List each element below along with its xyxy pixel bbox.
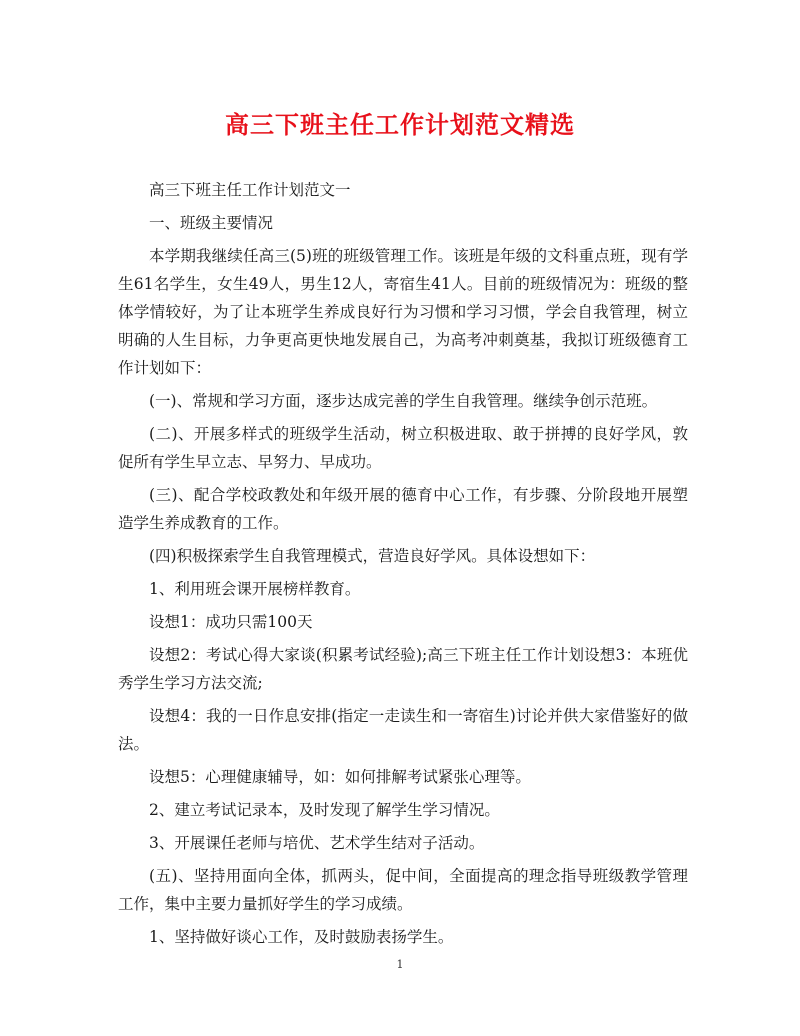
page-number: 1 [396,958,404,971]
list-item: 1、利用班会课开展榜样教育。 [149,580,361,598]
paragraph: (四)积极探索学生自我管理模式，营造良好学风。具体设想如下： [149,547,596,565]
subsection-heading: 一、班级主要情况 [149,214,274,232]
list-item: 3、开展课任老师与培优、艺术学生结对子活动。 [149,834,485,852]
list-item: 设想5：心理健康辅导，如：如何排解考试紧张心理等。 [149,768,531,786]
paragraph: (一)、常规和学习方面，逐步达成完善的学生自我管理。继续争创示范班。 [149,392,658,410]
list-item: 设想2：考试心得大家谈(积累考试经验);高三下班主任工作计划设想3：本班优秀学生学习方法交流; [118,646,688,692]
paragraph: (二)、开展多样式的班级学生活动，树立积极进取、敢于拼搏的良好学风，敦促所有学生早立志、早努力、早成功。 [118,425,688,471]
list-item: 1、坚持做好谈心工作，及时鼓励表扬学生。 [149,928,454,946]
list-item: 设想4：我的一日作息安排(指定一走读生和一寄宿生)讨论并供大家借鉴好的做法。 [118,707,688,753]
list-item: 设想1：成功只需100天 [149,613,313,631]
document-title: 高三下班主任工作计划范文精选 [225,111,575,139]
document-body [118,176,688,956]
section-heading: 高三下班主任工作计划范文一 [149,181,351,199]
paragraph: (三)、配合学校政教处和年级开展的德育中心工作，有步骤、分阶段地开展塑造学生养成教育的工作。 [118,486,688,532]
list-item: 2、建立考试记录本，及时发现了解学生学习情况。 [149,801,500,819]
paragraph: (五)、坚持用面向全体，抓两头，促中间，全面提高的理念指导班级教学管理工作，集中主要力量抓好学生的学习成绩。 [118,867,688,913]
paragraph: 本学期我继续任高三(5)班的班级管理工作。该班是年级的文科重点班，现有学生61名学生，女生49人，男生12人，寄宿生41人。目前的班级情况为：班级的整体学情较好，为了让本班学生养成良好行为习惯和学习习惯，学会自我管理，树立明确的人生目标，力争更高更快地发展自己，为高考冲刺奠基，我拟订班级德育工作计划如下： [118,247,688,377]
